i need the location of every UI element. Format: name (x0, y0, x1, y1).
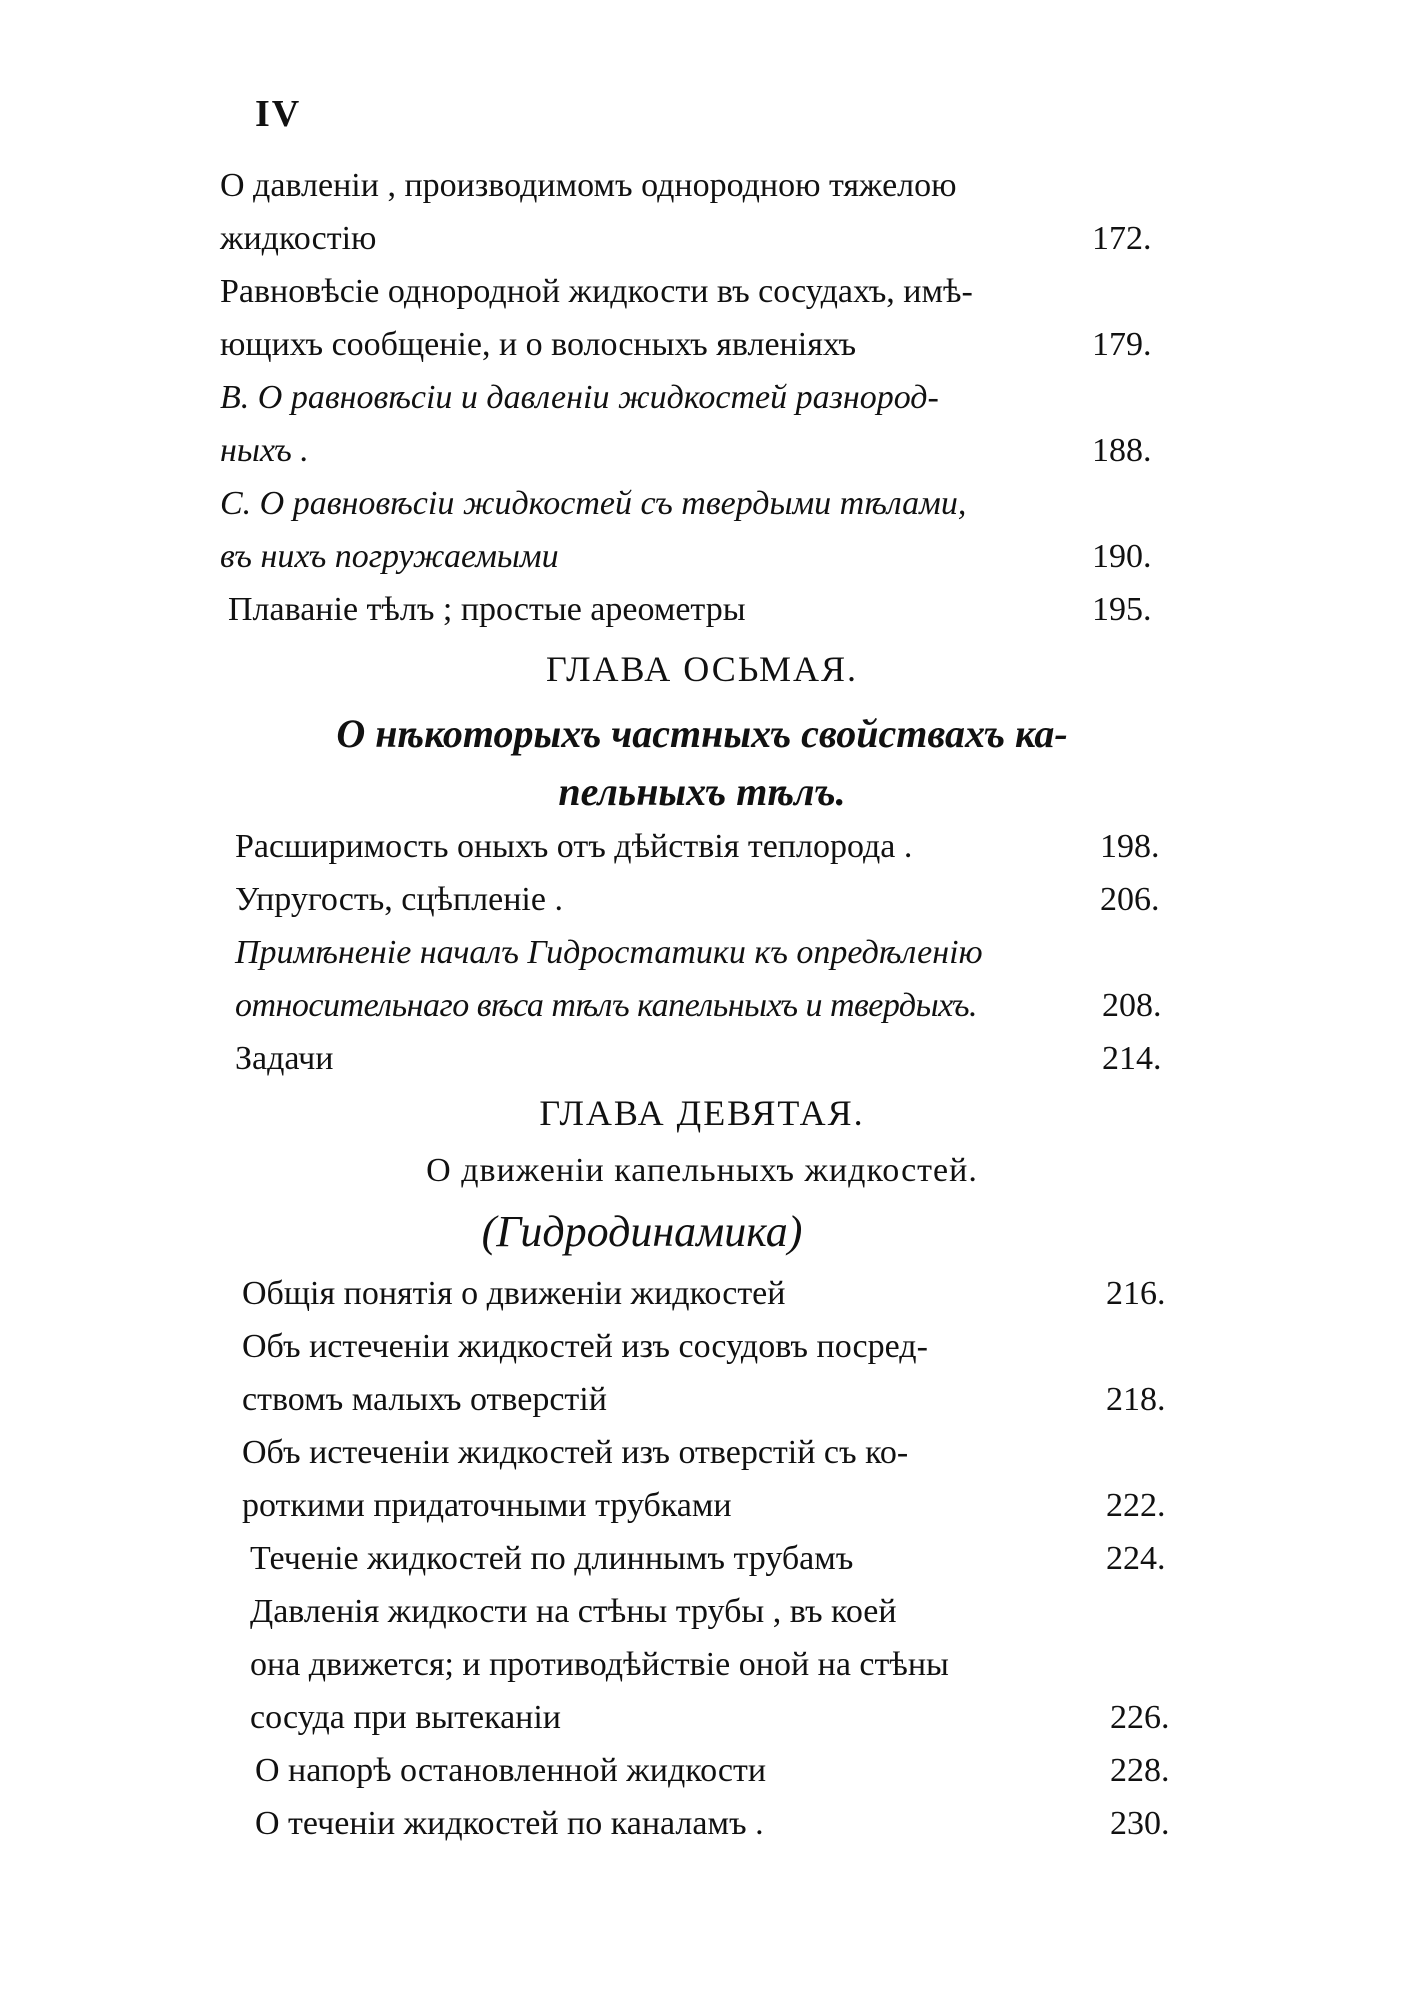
chapter-subtitle-italic: (Гидродинамика) (481, 1207, 803, 1256)
toc-page-ref: 179. (1092, 326, 1152, 363)
toc-entry-line: Плаваніе тѣлъ ; простые ареометры (228, 591, 746, 628)
toc-entry-line: Объ истеченіи жидкостей изъ отверстій съ ко- (242, 1434, 909, 1471)
toc-entry-line: С. О равновѣсіи жидкостей съ твердыми тѣлами, (220, 485, 967, 522)
toc-entry-line: О теченіи жидкостей по каналамъ . (255, 1805, 764, 1842)
toc-entry-line: Равновѣсіе однородной жидкости въ сосудахъ, имѣ- (220, 273, 973, 310)
chapter-subtitle: О движеніи капельныхъ жидкостей. (426, 1152, 978, 1189)
toc-entry-line: ныхъ . (220, 432, 309, 469)
toc-page-ref: 206. (1100, 881, 1160, 918)
toc-entry-line: В. О равновѣсіи и давленіи жидкостей разнород- (220, 379, 939, 416)
page-number: IV (255, 93, 302, 135)
toc-entry-line: роткими придаточными трубками (242, 1487, 732, 1524)
toc-entry-line: ствомъ малыхъ отверстій (242, 1381, 607, 1418)
toc-entry-line: Примѣненіе началъ Гидростатики къ опредѣленію (235, 934, 983, 971)
toc-page-ref: 188. (1092, 432, 1152, 469)
toc-page-ref: 230. (1110, 1805, 1170, 1842)
toc-page-ref: 190. (1092, 538, 1152, 575)
toc-page-ref: 216. (1106, 1275, 1166, 1312)
toc-page-ref: 222. (1106, 1487, 1166, 1524)
chapter-title: О нѣкоторыхъ частныхъ свойствахъ ка- (336, 711, 1068, 756)
toc-entry-line: Давленія жидкости на стѣны трубы , въ коей (250, 1593, 897, 1630)
toc-page-ref: 224. (1106, 1540, 1166, 1577)
toc-entry-line: жидкостію (220, 220, 377, 257)
toc-entry-line: въ нихъ погружаемыми (220, 538, 559, 575)
toc-entry-line: Теченіе жидкостей по длиннымъ трубамъ (250, 1540, 854, 1577)
toc-entry-line: ющихъ сообщеніе, и о волосныхъ явленіяхъ (220, 326, 857, 363)
toc-page-ref: 218. (1106, 1381, 1166, 1418)
chapter-heading: ГЛАВА ДЕВЯТАЯ. (539, 1093, 865, 1133)
chapter-title: пельныхъ тѣлъ. (558, 769, 846, 814)
toc-page-ref: 208. (1102, 987, 1162, 1024)
toc-entry-line: она движется; и противодѣйствіе оной на стѣны (250, 1646, 949, 1683)
toc-page-ref: 195. (1092, 591, 1152, 628)
toc-entry-line: сосуда при вытеканіи (250, 1699, 561, 1736)
toc-page-ref: 226. (1110, 1699, 1170, 1736)
toc-entry-line: Задачи (235, 1040, 334, 1077)
toc-page-ref: 198. (1100, 828, 1160, 865)
toc-entry-line: О давленіи , производимомъ однородною тяжелою (220, 167, 957, 204)
toc-page-ref: 172. (1092, 220, 1152, 257)
toc-entry-line: относительнаго вѣса тѣлъ капельныхъ и твердыхъ. (235, 987, 978, 1024)
toc-entry-line: Объ истеченіи жидкостей изъ сосудовъ посред- (242, 1328, 928, 1365)
toc-entry-line: О напорѣ остановленной жидкости (255, 1752, 767, 1789)
chapter-heading: ГЛАВА ОСЬМАЯ. (546, 649, 858, 689)
toc-entry-line: Упругость, сцѣпленіе . (235, 881, 563, 918)
toc-page-ref: 214. (1102, 1040, 1162, 1077)
toc-page-ref: 228. (1110, 1752, 1170, 1789)
toc-entry-line: Общія понятія о движеніи жидкостей (242, 1275, 786, 1312)
toc-entry-line: Расширимость оныхъ отъ дѣйствія теплорода . (235, 828, 913, 865)
